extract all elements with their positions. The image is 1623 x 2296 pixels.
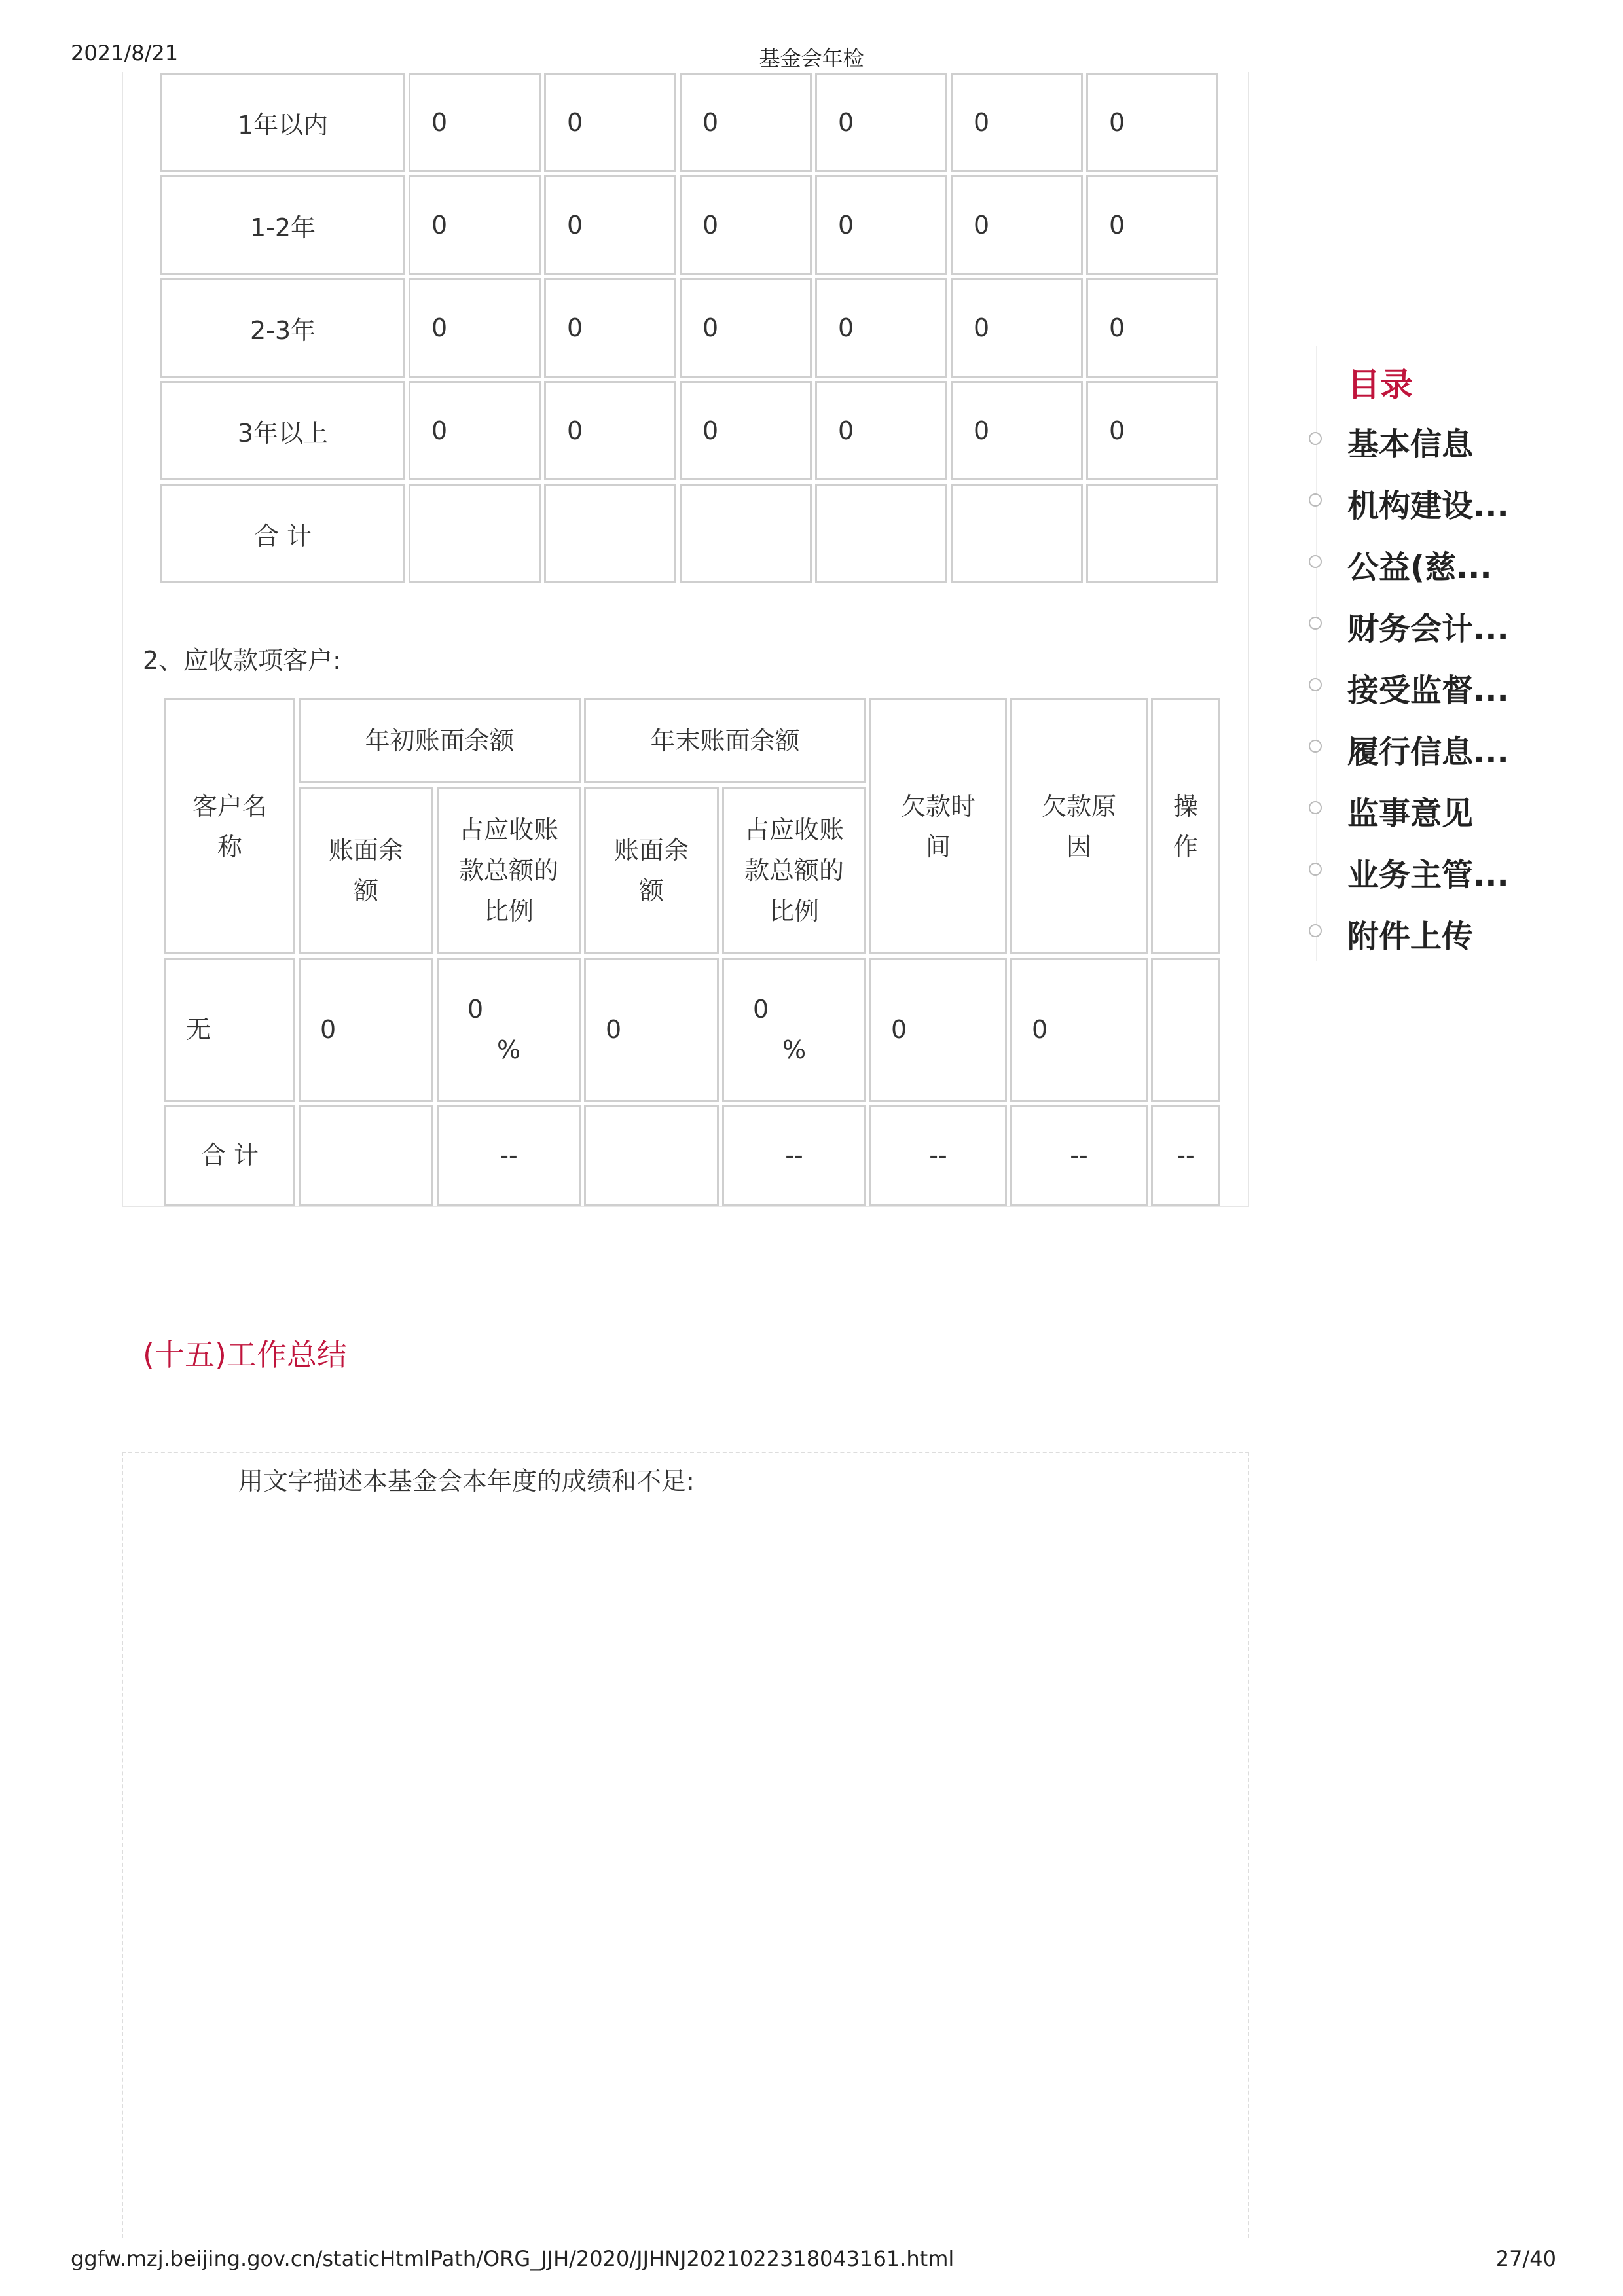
table-cell: 0 — [815, 381, 947, 480]
table-cell — [1086, 484, 1218, 583]
overdue-time-cell: 0 — [869, 958, 1007, 1102]
total-opening-ratio: -- — [437, 1105, 581, 1206]
circle-icon — [1309, 493, 1322, 507]
table-cell: 0 — [680, 278, 812, 378]
table-row — [160, 381, 1218, 480]
overdue-reason-cell: 0 — [1010, 958, 1148, 1102]
toc-item-label: 机构建设... — [1347, 488, 1509, 524]
table-cell — [680, 484, 812, 583]
table-cell: 0 — [1086, 175, 1218, 275]
total-closing-ratio: -- — [722, 1105, 866, 1206]
circle-icon — [1309, 617, 1322, 630]
table-cell — [409, 484, 541, 583]
print-date: 2021/8/21 — [71, 41, 179, 65]
header-closing-balance: 年末账面余额 — [584, 698, 866, 783]
table-total-row — [164, 1105, 1220, 1206]
row-label: 合 计 — [160, 484, 405, 583]
header-overdue-time: 欠款时间 — [869, 698, 1007, 954]
total-operation: -- — [1151, 1105, 1220, 1206]
total-closing-balance — [584, 1105, 719, 1206]
header-overdue-reason: 欠款原因 — [1010, 698, 1148, 954]
table-cell: 0 — [409, 381, 541, 480]
work-summary-prompt: 用文字描述本基金会本年度的成绩和不足: — [238, 1467, 695, 1496]
circle-icon — [1309, 740, 1322, 753]
total-overdue-time: -- — [869, 1105, 1007, 1206]
table-cell: 0 — [544, 175, 676, 275]
toc-item-label: 业务主管... — [1347, 857, 1509, 893]
total-label: 合 计 — [164, 1105, 295, 1206]
circle-icon — [1309, 863, 1322, 876]
circle-icon — [1309, 801, 1322, 814]
closing-balance-cell: 0 — [584, 958, 719, 1102]
table-cell — [951, 484, 1083, 583]
percent-sign: % — [496, 1035, 521, 1064]
header-ratio: 占应收账款总额的比例 — [722, 787, 866, 954]
row-label: 1年以内 — [160, 73, 405, 172]
table-cell: 0 — [951, 175, 1083, 275]
section-15-title: (十五)工作总结 — [143, 1337, 347, 1372]
circle-icon — [1309, 555, 1322, 568]
table-row — [160, 278, 1218, 378]
table-cell: 0 — [544, 73, 676, 172]
table-cell: 0 — [1086, 73, 1218, 172]
circle-icon — [1309, 678, 1322, 691]
table-header-row — [164, 698, 1220, 783]
table-cell: 0 — [815, 278, 947, 378]
opening-balance-cell: 0 — [299, 958, 433, 1102]
table-cell: 0 — [680, 381, 812, 480]
row-label: 2-3年 — [160, 278, 405, 378]
table-cell: 0 — [680, 175, 812, 275]
toc-item-label: 财务会计... — [1347, 611, 1509, 647]
opening-ratio-cell — [437, 958, 581, 1102]
receivables-subtitle: 2、应收款项客户: — [143, 646, 341, 675]
toc-item-label: 公益(慈... — [1347, 549, 1492, 586]
header-ratio: 占应收账款总额的比例 — [437, 787, 581, 954]
header-book-balance: 账面余额 — [584, 787, 719, 954]
table-cell: 0 — [951, 73, 1083, 172]
toc-title[interactable]: 目录 — [1347, 366, 1413, 404]
table-cell: 0 — [409, 278, 541, 378]
toc-item-label: 监事意见 — [1347, 795, 1474, 832]
table-cell: 0 — [815, 175, 947, 275]
table-cell: 0 — [544, 278, 676, 378]
closing-ratio-cell — [722, 958, 866, 1102]
work-summary-box[interactable] — [122, 1452, 1249, 2238]
header-book-balance: 账面余额 — [299, 787, 433, 954]
toc-item-label: 基本信息 — [1347, 426, 1474, 463]
percent-sign: % — [782, 1035, 807, 1064]
table-row — [160, 175, 1218, 275]
operation-cell — [1151, 958, 1220, 1102]
total-opening-balance — [299, 1105, 433, 1206]
toc-item-label: 接受监督... — [1347, 672, 1509, 709]
table-cell — [544, 484, 676, 583]
aging-table — [157, 69, 1222, 586]
header-operation: 操作 — [1151, 698, 1220, 954]
closing-ratio-value: 0 — [753, 995, 769, 1024]
table-cell: 0 — [1086, 381, 1218, 480]
page-number: 27/40 — [1495, 2246, 1556, 2271]
table-cell: 0 — [680, 73, 812, 172]
table-cell — [815, 484, 947, 583]
row-label: 3年以上 — [160, 381, 405, 480]
table-row — [164, 958, 1220, 1102]
header-customer-name: 客户名称 — [164, 698, 295, 954]
table-cell: 0 — [951, 278, 1083, 378]
toc-item-label: 附件上传 — [1347, 918, 1474, 955]
print-url: ggfw.mzj.beijing.gov.cn/staticHtmlPath/ORG_JJH/2020/JJHNJ2021022318043161.html — [71, 2246, 955, 2271]
table-cell: 0 — [951, 381, 1083, 480]
table-cell: 0 — [544, 381, 676, 480]
circle-icon — [1309, 924, 1322, 937]
total-overdue-reason: -- — [1010, 1105, 1148, 1206]
opening-ratio-value: 0 — [467, 995, 484, 1024]
table-cell: 0 — [409, 73, 541, 172]
toc-item-label: 履行信息... — [1347, 734, 1509, 770]
table-row — [160, 484, 1218, 583]
receivables-table — [161, 695, 1224, 1209]
customer-name-cell: 无 — [164, 958, 295, 1102]
table-row — [160, 73, 1218, 172]
circle-icon — [1309, 432, 1322, 445]
row-label: 1-2年 — [160, 175, 405, 275]
header-opening-balance: 年初账面余额 — [299, 698, 581, 783]
table-cell: 0 — [1086, 278, 1218, 378]
table-cell: 0 — [409, 175, 541, 275]
print-title: 基金会年检 — [759, 46, 864, 71]
table-cell: 0 — [815, 73, 947, 172]
